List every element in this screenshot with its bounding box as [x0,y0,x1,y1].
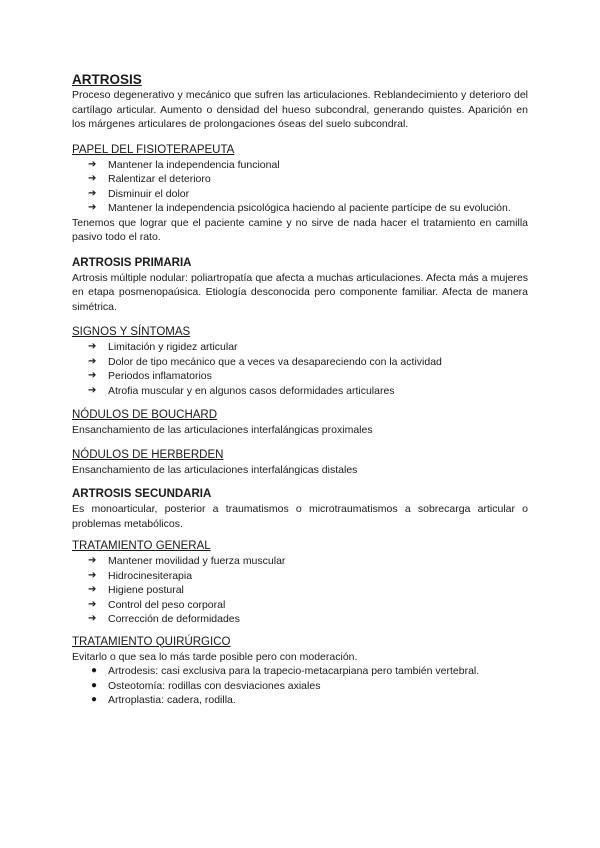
list-item: ➔ Disminuir el dolor [88,187,190,200]
bullet-icon: ● [91,679,98,691]
bullet-icon: ● [91,694,98,705]
heading-tratamiento-general: TRATAMIENTO GENERAL [72,540,211,552]
bouchard-paragraph: Ensanchamiento de las articulaciones interfalángicas proximales [72,424,373,436]
list-tratamiento-quirurgico [72,664,528,708]
arrow-bullet-icon: ➔ [88,384,97,396]
arrow-bullet-icon: ➔ [88,555,97,566]
list-item: ➔ Mantener movilidad y fuerza muscular [88,555,286,567]
arrow-bullet-icon: ➔ [88,158,97,170]
arrow-bullet-icon: ➔ [88,202,97,213]
heading-nodulos-herberden: NÓDULOS DE HERBERDEN [72,448,224,461]
heading-artrosis-primaria: ARTROSIS PRIMARIA [72,256,192,269]
list-item: ➔ Control del peso corporal [88,598,226,611]
list-item: ➔ Atrofia muscular y en algunos casos deformidades articulares [88,384,395,397]
list-item: ➔ Higiene postural [88,584,184,596]
arrow-bullet-icon: ➔ [88,613,97,624]
primaria-paragraph: Artrosis múltiple nodular: poliartropatía que afecta a muchas articulaciones. Afecta más a mujeres en etapa posmenopaúsica. Etiología desconocida pero componente familiar. Afecta de manera simétrica. [72,271,528,313]
list-item: ● Artroplastia: cadera, rodilla. [91,694,236,706]
list-item: ➔ Mantener la independencia funcional [88,158,280,171]
arrow-bullet-icon: ➔ [88,569,97,581]
list-signos [72,340,528,398]
arrow-bullet-icon: ➔ [88,370,97,381]
heading-tratamiento-quirurgico: TRATAMIENTO QUIRÚRGICO [72,635,231,648]
list-item: ➔ Mantener la independencia psicológica haciendo al paciente partícipe de su evolución. [88,202,511,214]
arrow-bullet-icon: ➔ [88,341,97,352]
list-item: ➔ Hidrocinesiterapia [88,569,193,582]
secundaria-paragraph: Es monoarticular, posterior a traumatismos o microtraumatismos a sobrecarga articular o problemas metabólicos. [72,503,528,530]
heading-papel-fisioterapeuta: PAPEL DEL FISIOTERAPEUTA [72,143,235,156]
arrow-bullet-icon: ➔ [88,584,97,595]
papel-note: Tenemos que lograr que el paciente camine y no sirve de nada hacer el tratamiento en camilla pasivo todo el rato. [72,216,528,243]
heading-nodulos-bouchard: NÓDULOS DE BOUCHARD [72,409,218,421]
list-item: ➔ Periodos inflamatorios [88,370,212,382]
list-item: ➔ Corrección de deformidades [88,613,240,625]
arrow-bullet-icon: ➔ [88,173,97,184]
list-item: ➔ Ralentizar el deterioro [88,173,211,185]
quirurgico-paragraph: Evitarlo o que sea lo más tarde posible pero con moderación. [72,650,358,663]
arrow-bullet-icon: ➔ [88,187,97,199]
document-page [72,71,528,708]
list-item: ● Osteotomía: rodillas con desviaciones axiales [91,679,321,692]
list-item: ➔ Dolor de tipo mecánico que a veces va desapareciendo con la actividad [88,355,442,368]
arrow-bullet-icon: ➔ [88,355,97,367]
list-item: ● Artrodesis: casi exclusiva para la trapecio-metacarpiana pero también vertebral. [91,665,480,677]
list-papel [72,158,528,216]
herberden-paragraph: Ensanchamiento de las articulaciones interfalángicas distales [72,463,358,476]
heading-artrosis-secundaria: ARTROSIS SECUNDARIA [72,488,212,500]
bullet-icon: ● [91,665,98,676]
title-artrosis: ARTROSIS [72,72,142,87]
heading-signos-sintomas: SIGNOS Y SÍNTOMAS [72,326,191,338]
intro-paragraph: Proceso degenerativo y mecánico que sufren las articulaciones. Reblandecimiento y deterioro del cartílago articular. Aumento o densidad del hueso subcondral, generando quistes. Aparición en los márgenes articulares de prolongaciones óseas del suelo subcondral. [72,89,528,130]
list-item: ➔ Limitación y rigidez articular [88,341,238,353]
arrow-bullet-icon: ➔ [88,598,97,610]
list-tratamiento-general [72,554,528,627]
